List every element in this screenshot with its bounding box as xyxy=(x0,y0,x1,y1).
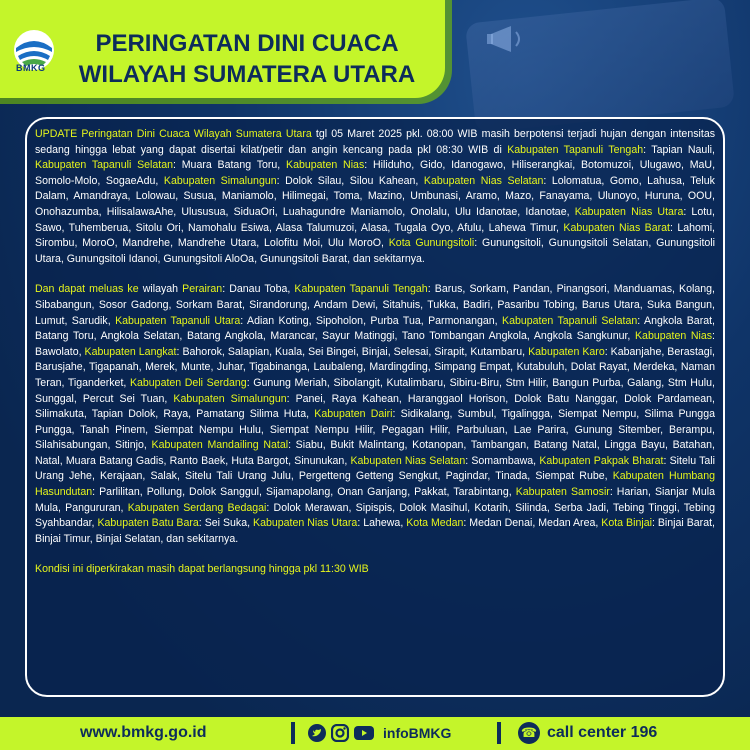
header-banner xyxy=(0,0,445,98)
body-text: : Lahomi, Sirombu, MoroO, Mandrehe, Mandrehe Utara, Lolofitu Moi, Ulu MoroO, xyxy=(35,221,716,250)
warning-paragraph xyxy=(35,562,715,578)
region-label: Kabupaten Tapanuli Selatan xyxy=(502,314,638,327)
region-label: Kabupaten Tapanuli Tengah xyxy=(507,143,644,156)
region-label: Kabupaten Tapanuli Utara xyxy=(115,314,241,327)
body-text: : Hiliduho, Gido, Idanogawo, Hiliserangkai, Botomuzoi, Ulugawo, MaU, Somolo-Molo, SogaeAdu, xyxy=(35,159,716,187)
region-label: Kabupaten Simalungun xyxy=(173,392,287,405)
body-text: : Harian, Sianjar Mula Mula, Pangururan, xyxy=(35,486,715,514)
body-text: : Lolomatua, Gomo, Lahusa, Teluk Dalam, Amandraya, Lolowau, Susua, Maniamolo, Hilimegai, Toma, Mazino, Umbunasi, Aramo, Mazo, Fanayama, Ulunoyo, Huruna, OOU, Onohazumba, HilisalawaAhe, Ulususua, SiduaOri, Luahagundre Maniamolo, Onolalu, Ulu Idanotae, Idanotae, xyxy=(35,174,715,218)
region-label: Kabupaten Tapanuli Selatan xyxy=(35,159,174,172)
body-text: : Adian Koting, Sipoholon, Purba Tua, Parmonangan, xyxy=(240,314,503,327)
page-title xyxy=(58,28,436,90)
region-label: Kabupaten Mandailing Natal xyxy=(151,439,289,452)
body-text: : Tapian Nauli, xyxy=(643,143,715,156)
body-text: : Lotu, Sawo, Tuhemberua, Sitolu Ori, Namohalu Esiwa, Alasa Talumuzoi, Alasa, Tugala Oyo, Afulu, Lahewa Timur, xyxy=(35,205,715,234)
body-text: : Lahewa, xyxy=(357,517,407,530)
title-line-1: PERINGATAN DINI CUACA xyxy=(95,30,399,57)
region-label: Kabupaten Tapanuli Tengah xyxy=(294,283,428,296)
body-text: : Somambawa, xyxy=(465,454,540,467)
body-text: : Dolok Silau, Silou Kahean, xyxy=(276,174,424,187)
warning-paragraph xyxy=(35,282,715,547)
region-label: Kabupaten Langkat xyxy=(84,345,177,358)
body-text: : Sitelu Tali Urang Jehe, Kerajaan, Salak, Sitelu Tali Urang Julu, Pergetteng Getteng Sengkut, Pagindar, Tinada, Siempat Rube, xyxy=(35,454,715,483)
region-label: Perairan xyxy=(182,283,223,296)
instagram-icon[interactable] xyxy=(331,724,349,742)
warning-text xyxy=(35,127,715,593)
body-text: : Gunungsitoli, Gunungsitoli Selatan, Gunungsitoli Utara, Gunungsitoli Idanoi, Gunungsitoli AloOa, Gunungsitoli Barat, dan sekitarnya. xyxy=(35,237,715,265)
phone-icon: ☎ xyxy=(518,722,540,744)
footer-divider xyxy=(291,722,295,744)
body-text: : Bawolato, xyxy=(35,330,715,358)
region-label: Kabupaten Simalungun xyxy=(163,174,277,187)
body-text: : Sidikalang, Sumbul, Tigalingga, Siempat Nempu, Silima Pungga Pungga, Tanah Pinem, Siempat Nempu Hulu, Siempat Nempu Hilir, Pegagan Hilir, Parbuluan, Lae Parira, Gunung Sitember, Berampu, Silahisabungan, Sitinjo, xyxy=(35,408,715,452)
body-text: : Parlilitan, Pollung, Dolok Sanggul, Sijamapolang, Onan Ganjang, Pakkat, Tarabintang, xyxy=(92,486,516,499)
youtube-icon[interactable] xyxy=(354,725,374,741)
region-label: Kabupaten Nias xyxy=(286,159,365,172)
website-link[interactable]: www.bmkg.go.id xyxy=(80,724,207,741)
region-label: Kota Binjai xyxy=(601,517,652,530)
region-label: Kabupaten Pakpak Bharat xyxy=(539,454,664,467)
region-label: Kota Gunungsitoli xyxy=(388,237,475,250)
region-label: Kabupaten Serdang Bedagai xyxy=(127,501,267,514)
call-center[interactable]: call center 196 xyxy=(547,724,658,741)
body-text: tgl 05 Maret 2025 pkl. 08:00 WIB masih berpotensi terjadi hujan dengan intensitas sedang hingga lebat yang dapat disertai kilat/petir dan angin kencang pada pkl 08:30 WIB di xyxy=(35,128,716,156)
region-label: Kabupaten Dairi xyxy=(314,408,393,421)
body-text: : Panei, Raya Kahean, Haranggaol Horison, Dolok Batu Nanggar, Dolok Pardamean, Silimakuta, Tapian Dolok, Raya, Pamatang Silima Huta, xyxy=(35,392,715,421)
logo-text: BMKG xyxy=(16,63,46,73)
body-text: : Gunung Meriah, Sibolangit, Kutalimbaru, Sibiru-Biru, Stm Hilir, Bangun Purba, Galang, Stm Hulu, Sunggal, Percut Sei Tuan, xyxy=(35,376,715,405)
region-label: Kabupaten Nias Barat xyxy=(563,221,670,234)
twitter-icon[interactable] xyxy=(308,724,326,742)
region-label: Kabupaten Batu Bara xyxy=(97,517,199,530)
region-label: Kota Medan xyxy=(406,517,464,530)
body-text: : Medan Denai, Medan Area, xyxy=(463,517,602,530)
region-label: Kabupaten Nias xyxy=(634,330,713,343)
body-text: : Sei Suka, xyxy=(198,517,254,530)
region-label: Kondisi ini diperkirakan masih dapat berlangsung hingga pkl 11:30 WIB xyxy=(35,563,369,576)
footer-bar xyxy=(0,717,750,750)
region-label: Kabupaten Karo xyxy=(528,345,605,358)
body-text: wilayah xyxy=(138,283,183,296)
region-label: UPDATE Peringatan Dini Cuaca Wilayah Sumatera Utara xyxy=(35,128,312,140)
body-text: : Kabanjahe, Berastagi, Barusjahe, Tigapanah, Merek, Munte, Juhar, Tigabinanga, Laubaleng, Mardingding, Simpang Empat, Kutabuluh, Dolat Rayat, Merdeka, Naman Teran, Tiganderket, xyxy=(35,345,715,389)
region-label: Kabupaten Nias Selatan xyxy=(350,454,466,467)
title-line-2: WILAYAH SUMATERA UTARA xyxy=(78,61,416,88)
footer-divider xyxy=(497,722,501,744)
region-label: Kabupaten Humbang Hasundutan xyxy=(35,470,715,499)
social-handle[interactable]: infoBMKG xyxy=(383,725,452,741)
region-label: Kabupaten Nias Utara xyxy=(253,517,358,530)
region-label: Kabupaten Deli Serdang xyxy=(129,376,247,389)
social-icons xyxy=(308,724,374,742)
body-text: : Binjai Barat, Binjai Timur, Binjai Selatan, dan sekitarnya. xyxy=(35,517,715,545)
body-text: : Siabu, Bukit Malintang, Kotanopan, Tambangan, Batang Natal, Lingga Bayu, Batahan, Natal, Muara Batang Gadis, Ranto Baek, Huta Bargot, Sinunukan, xyxy=(35,439,716,467)
body-text: : Barus, Sorkam, Pandan, Pinangsori, Manduamas, Kolang, Sibabangun, Sosor Gadong, Sorkam Barat, Sirandorung, Andam Dewi, Sitahuis, Tukka, Badiri, Pasaribu Tobing, Barus Utara, Suka Bangun, Lumut, Sarudik, xyxy=(35,283,715,327)
body-text: : Bahorok, Salapian, Kuala, Sei Bingei, Binjai, Selesai, Sirapit, Kutambaru, xyxy=(176,345,529,358)
body-text: : Muara Batang Toru, xyxy=(173,159,287,172)
megaphone-icon xyxy=(485,20,535,58)
region-label: Kabupaten Samosir xyxy=(515,486,610,499)
body-text: : Angkola Barat, Batang Toru, Angkola Selatan, Batang Angkola, Marancar, Sayur Matinggi, Tano Tombangan Angkola, Angkola Sangkunur, xyxy=(35,314,715,343)
warning-paragraph xyxy=(35,127,715,267)
region-label: Dan dapat meluas ke xyxy=(35,283,139,296)
region-label: Kabupaten Nias Utara xyxy=(574,205,684,218)
body-text: : Danau Toba, xyxy=(222,283,295,296)
body-text: : Dolok Merawan, Sipispis, Dolok Masihul, Kotarih, Silinda, Serba Jadi, Tebing Tinggi, Tebing Syahbandar, xyxy=(35,501,715,530)
region-label: Kabupaten Nias Selatan xyxy=(423,174,544,187)
